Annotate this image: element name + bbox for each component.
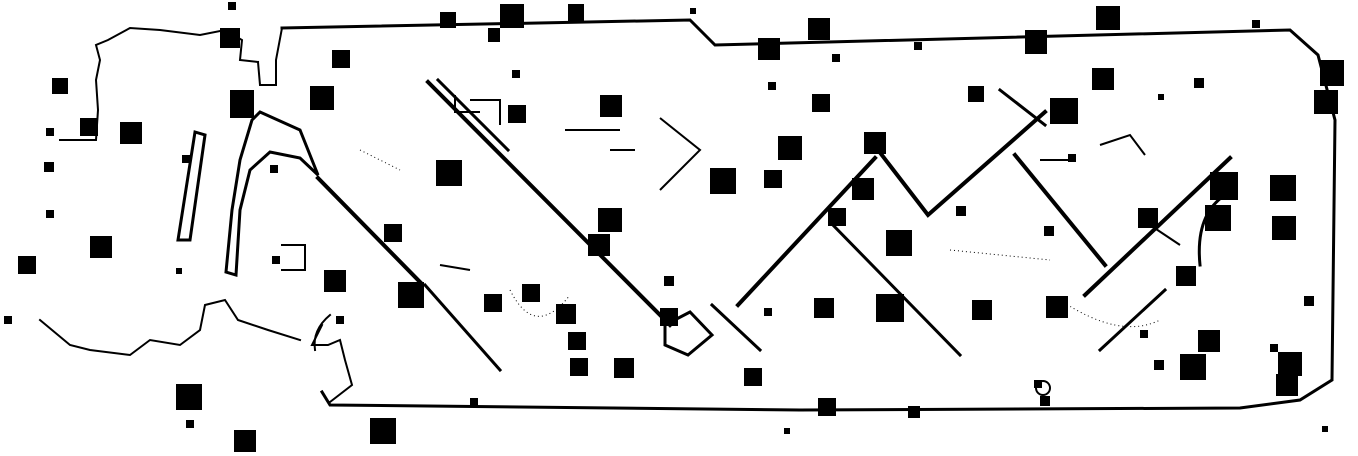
obstacle [598, 208, 622, 232]
boundary-left-upper [258, 28, 282, 85]
obstacle [522, 284, 540, 302]
obstacle [18, 256, 36, 274]
scan-clutter [4, 2, 1328, 434]
obstacle [440, 12, 456, 28]
obstacle [332, 50, 350, 68]
obstacle [818, 398, 836, 416]
dot [186, 420, 194, 428]
obstacle [614, 358, 634, 378]
obstacle [1198, 330, 1220, 352]
obstacle [1210, 172, 1238, 200]
dot [176, 268, 182, 274]
diag-wall-1 [318, 178, 420, 282]
dot [272, 256, 280, 264]
left-structures [178, 112, 330, 350]
obstacle [568, 332, 586, 350]
obstacle [370, 418, 396, 444]
dot [44, 162, 54, 172]
dot [1194, 78, 1204, 88]
obstacle [1278, 352, 1302, 376]
boundary-bottom-left [312, 325, 352, 402]
scan-region-1 [950, 250, 1050, 260]
dot [182, 155, 190, 163]
boundary-left-lower [40, 300, 300, 355]
obstacles [18, 4, 1344, 452]
obstacle [758, 38, 780, 60]
dot [228, 2, 236, 10]
obstacle [568, 4, 584, 22]
left-small-box [282, 245, 305, 270]
left-pillar [178, 132, 205, 240]
obstacle [764, 170, 782, 188]
obstacle [744, 368, 762, 386]
obstacle [1314, 90, 1338, 114]
dot [46, 210, 54, 218]
dot [336, 316, 344, 324]
dot [1068, 154, 1076, 162]
obstacle [886, 230, 912, 256]
dot [764, 308, 772, 316]
dot [4, 316, 12, 324]
dot [1034, 380, 1042, 388]
obstacle [398, 282, 424, 308]
dot [690, 8, 696, 14]
obstacle [908, 406, 920, 418]
obstacle [324, 270, 346, 292]
obstacle [310, 86, 334, 110]
obstacle [120, 122, 142, 144]
obstacle [436, 160, 462, 186]
dot [1140, 330, 1148, 338]
dot [1154, 360, 1164, 370]
obstacle [852, 178, 874, 200]
dot [1270, 344, 1278, 352]
obstacle [384, 224, 402, 242]
obstacle [968, 86, 984, 102]
obstacle [808, 18, 830, 40]
obstacle [972, 300, 992, 320]
dot [768, 82, 776, 90]
obstacle [814, 298, 834, 318]
dot [1252, 20, 1260, 28]
boundary-top [282, 20, 1335, 410]
dot [914, 42, 922, 50]
obstacle [876, 294, 904, 322]
diag-wall-9 [1015, 155, 1105, 265]
obstacle [828, 208, 846, 226]
obstacle [1096, 6, 1120, 30]
obstacle [600, 95, 622, 117]
obstacle [1270, 175, 1296, 201]
scan-arc-2 [1060, 300, 1160, 327]
desk-9 [440, 265, 470, 270]
dot [470, 398, 478, 406]
obstacle [176, 384, 202, 410]
obstacle [488, 28, 500, 42]
obstacle [710, 168, 736, 194]
diag-wall-8 [1000, 90, 1045, 125]
obstacle [1320, 60, 1344, 86]
diag-wall-4 [712, 305, 760, 350]
obstacle [220, 28, 240, 48]
obstacle [1092, 68, 1114, 90]
obstacle [660, 308, 678, 326]
obstacle [1025, 30, 1047, 54]
dot [1044, 226, 1054, 236]
dot [512, 70, 520, 78]
obstacle [864, 132, 886, 154]
obstacle [556, 304, 576, 324]
diag-wall-11 [1100, 290, 1165, 350]
obstacle [90, 236, 112, 258]
obstacle [588, 234, 610, 256]
obstacle [1272, 216, 1296, 240]
dot [832, 54, 840, 62]
diag-wall-2b [438, 80, 508, 150]
obstacle [1050, 98, 1078, 124]
dot [664, 276, 674, 286]
diag-wall-2 [428, 82, 670, 325]
zigzag-walls [318, 80, 1230, 370]
dot [1304, 296, 1314, 306]
obstacle [230, 90, 254, 118]
obstacle [1205, 205, 1231, 231]
obstacle [1138, 208, 1158, 228]
dot [46, 128, 54, 136]
obstacle [570, 358, 588, 376]
obstacle [1276, 374, 1298, 396]
obstacle [812, 94, 830, 112]
dot [784, 428, 790, 434]
obstacle [52, 78, 68, 94]
obstacle [234, 430, 256, 452]
dot [956, 206, 966, 216]
obstacle [500, 4, 524, 28]
obstacle [484, 294, 502, 312]
desk-3 [660, 118, 700, 190]
desk-6 [1100, 135, 1145, 155]
obstacle [508, 105, 526, 123]
obstacle [1180, 354, 1206, 380]
scan-region-2 [360, 150, 400, 170]
dot [1040, 396, 1050, 406]
dot [270, 165, 278, 173]
obstacle [1046, 296, 1068, 318]
obstacle [778, 136, 802, 160]
obstacle [1176, 266, 1196, 286]
dot [1158, 94, 1164, 100]
obstacle [80, 118, 98, 136]
dot [1322, 426, 1328, 432]
